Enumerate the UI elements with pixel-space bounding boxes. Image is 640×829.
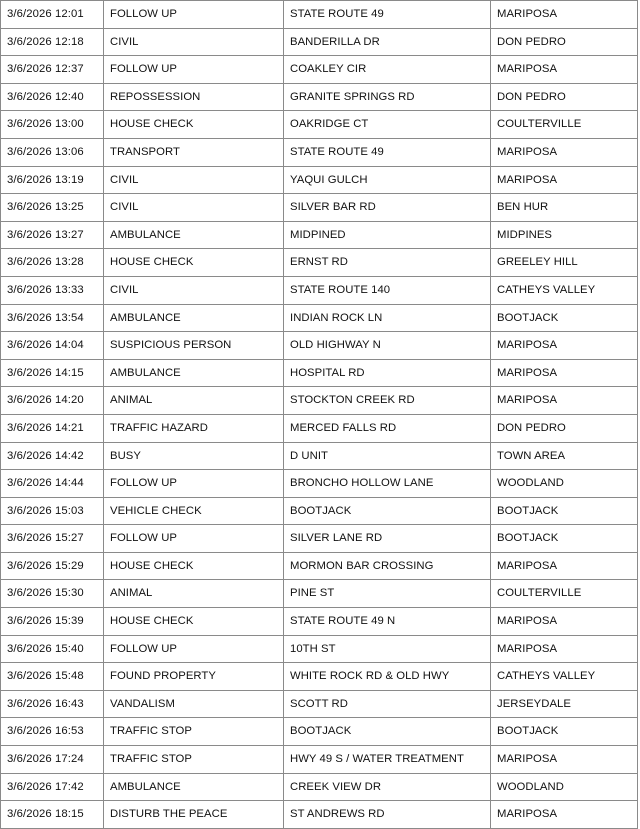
table-row [1, 580, 638, 608]
cell-date-time: 3/6/2026 12:18 [1, 28, 104, 56]
cell-location: STOCKTON CREEK RD [284, 387, 491, 415]
cell-call-type: VANDALISM [104, 690, 284, 718]
cell-location: ST ANDREWS RD [284, 801, 491, 829]
table-row [1, 1, 638, 29]
cell-area: MARIPOSA [491, 608, 638, 636]
cell-date-time: 3/6/2026 13:27 [1, 221, 104, 249]
cell-call-type: REPOSSESSION [104, 83, 284, 111]
cell-call-type: CIVIL [104, 166, 284, 194]
cell-call-type: HOUSE CHECK [104, 552, 284, 580]
table-row [1, 28, 638, 56]
table-row [1, 497, 638, 525]
table-row [1, 608, 638, 636]
cell-date-time: 3/6/2026 15:48 [1, 663, 104, 691]
cell-call-type: AMBULANCE [104, 773, 284, 801]
cell-call-type: ANIMAL [104, 580, 284, 608]
table-row [1, 442, 638, 470]
cell-area: MARIPOSA [491, 332, 638, 360]
cell-call-type: TRAFFIC HAZARD [104, 414, 284, 442]
cell-area: BOOTJACK [491, 497, 638, 525]
cell-call-type: HOUSE CHECK [104, 111, 284, 139]
cell-area: WOODLAND [491, 470, 638, 498]
cell-location: BRONCHO HOLLOW LANE [284, 470, 491, 498]
cell-call-type: FOUND PROPERTY [104, 663, 284, 691]
table-row [1, 332, 638, 360]
cell-date-time: 3/6/2026 13:28 [1, 249, 104, 277]
cell-area: MARIPOSA [491, 387, 638, 415]
table-row [1, 249, 638, 277]
cell-call-type: CIVIL [104, 276, 284, 304]
cell-area: CATHEYS VALLEY [491, 663, 638, 691]
cell-call-type: DISTURB THE PEACE [104, 801, 284, 829]
cell-call-type: FOLLOW UP [104, 56, 284, 84]
cell-date-time: 3/6/2026 14:04 [1, 332, 104, 360]
cell-date-time: 3/6/2026 16:43 [1, 690, 104, 718]
table-row [1, 111, 638, 139]
cell-date-time: 3/6/2026 17:42 [1, 773, 104, 801]
cell-location: OAKRIDGE CT [284, 111, 491, 139]
table-row [1, 801, 638, 829]
table-row [1, 138, 638, 166]
table-row [1, 773, 638, 801]
cell-date-time: 3/6/2026 13:06 [1, 138, 104, 166]
cell-area: MARIPOSA [491, 801, 638, 829]
table-row [1, 552, 638, 580]
cell-call-type: AMBULANCE [104, 304, 284, 332]
cell-area: JERSEYDALE [491, 690, 638, 718]
cell-call-type: FOLLOW UP [104, 635, 284, 663]
cell-area: TOWN AREA [491, 442, 638, 470]
cell-call-type: FOLLOW UP [104, 525, 284, 553]
cell-call-type: HOUSE CHECK [104, 608, 284, 636]
cell-location: YAQUI GULCH [284, 166, 491, 194]
cell-date-time: 3/6/2026 14:15 [1, 359, 104, 387]
table-row [1, 525, 638, 553]
cell-call-type: AMBULANCE [104, 359, 284, 387]
cell-location: D UNIT [284, 442, 491, 470]
cell-location: MORMON BAR CROSSING [284, 552, 491, 580]
cell-date-time: 3/6/2026 12:37 [1, 56, 104, 84]
cell-area: DON PEDRO [491, 414, 638, 442]
cell-date-time: 3/6/2026 17:24 [1, 746, 104, 774]
cell-location: ERNST RD [284, 249, 491, 277]
cell-area: MARIPOSA [491, 359, 638, 387]
cell-location: COAKLEY CIR [284, 56, 491, 84]
cell-area: DON PEDRO [491, 28, 638, 56]
cell-area: MARIPOSA [491, 552, 638, 580]
table-row [1, 194, 638, 222]
cell-area: MARIPOSA [491, 166, 638, 194]
cell-call-type: HOUSE CHECK [104, 249, 284, 277]
cell-date-time: 3/6/2026 14:20 [1, 387, 104, 415]
cell-area: GREELEY HILL [491, 249, 638, 277]
table-row [1, 663, 638, 691]
cell-call-type: VEHICLE CHECK [104, 497, 284, 525]
cell-date-time: 3/6/2026 12:40 [1, 83, 104, 111]
cell-area: CATHEYS VALLEY [491, 276, 638, 304]
cell-date-time: 3/6/2026 13:54 [1, 304, 104, 332]
dispatch-log-body [1, 1, 638, 829]
cell-location: HWY 49 S / WATER TREATMENT [284, 746, 491, 774]
cell-call-type: TRANSPORT [104, 138, 284, 166]
cell-call-type: FOLLOW UP [104, 470, 284, 498]
table-row [1, 414, 638, 442]
cell-area: MARIPOSA [491, 1, 638, 29]
cell-location: STATE ROUTE 140 [284, 276, 491, 304]
cell-call-type: SUSPICIOUS PERSON [104, 332, 284, 360]
cell-call-type: TRAFFIC STOP [104, 718, 284, 746]
cell-date-time: 3/6/2026 15:29 [1, 552, 104, 580]
table-row [1, 83, 638, 111]
table-row [1, 635, 638, 663]
cell-call-type: CIVIL [104, 194, 284, 222]
cell-location: MERCED FALLS RD [284, 414, 491, 442]
cell-location: OLD HIGHWAY N [284, 332, 491, 360]
cell-area: MARIPOSA [491, 746, 638, 774]
cell-date-time: 3/6/2026 15:39 [1, 608, 104, 636]
cell-location: GRANITE SPRINGS RD [284, 83, 491, 111]
table-row [1, 746, 638, 774]
cell-area: WOODLAND [491, 773, 638, 801]
cell-date-time: 3/6/2026 13:00 [1, 111, 104, 139]
cell-date-time: 3/6/2026 18:15 [1, 801, 104, 829]
cell-call-type: ANIMAL [104, 387, 284, 415]
table-row [1, 166, 638, 194]
cell-date-time: 3/6/2026 13:19 [1, 166, 104, 194]
cell-area: MARIPOSA [491, 635, 638, 663]
cell-location: CREEK VIEW DR [284, 773, 491, 801]
cell-area: COULTERVILLE [491, 111, 638, 139]
cell-location: PINE ST [284, 580, 491, 608]
cell-area: BOOTJACK [491, 304, 638, 332]
cell-location: BOOTJACK [284, 497, 491, 525]
table-row [1, 221, 638, 249]
table-row [1, 359, 638, 387]
cell-date-time: 3/6/2026 15:30 [1, 580, 104, 608]
cell-location: BANDERILLA DR [284, 28, 491, 56]
cell-date-time: 3/6/2026 15:40 [1, 635, 104, 663]
cell-area: BEN HUR [491, 194, 638, 222]
cell-call-type: FOLLOW UP [104, 1, 284, 29]
cell-area: MARIPOSA [491, 138, 638, 166]
cell-location: SCOTT RD [284, 690, 491, 718]
table-row [1, 304, 638, 332]
cell-location: INDIAN ROCK LN [284, 304, 491, 332]
cell-area: BOOTJACK [491, 525, 638, 553]
cell-date-time: 3/6/2026 14:44 [1, 470, 104, 498]
cell-call-type: BUSY [104, 442, 284, 470]
cell-area: COULTERVILLE [491, 580, 638, 608]
table-row [1, 690, 638, 718]
table-row [1, 56, 638, 84]
cell-location: HOSPITAL RD [284, 359, 491, 387]
cell-area: BOOTJACK [491, 718, 638, 746]
cell-date-time: 3/6/2026 14:42 [1, 442, 104, 470]
cell-call-type: CIVIL [104, 28, 284, 56]
cell-area: MARIPOSA [491, 56, 638, 84]
cell-location: WHITE ROCK RD & OLD HWY [284, 663, 491, 691]
cell-date-time: 3/6/2026 15:27 [1, 525, 104, 553]
cell-date-time: 3/6/2026 15:03 [1, 497, 104, 525]
cell-call-type: TRAFFIC STOP [104, 746, 284, 774]
cell-location: STATE ROUTE 49 [284, 1, 491, 29]
cell-area: MIDPINES [491, 221, 638, 249]
cell-location: SILVER LANE RD [284, 525, 491, 553]
cell-date-time: 3/6/2026 12:01 [1, 1, 104, 29]
cell-location: SILVER BAR RD [284, 194, 491, 222]
table-row [1, 718, 638, 746]
cell-area: DON PEDRO [491, 83, 638, 111]
table-row [1, 470, 638, 498]
cell-date-time: 3/6/2026 14:21 [1, 414, 104, 442]
cell-location: STATE ROUTE 49 [284, 138, 491, 166]
cell-call-type: AMBULANCE [104, 221, 284, 249]
cell-location: MIDPINED [284, 221, 491, 249]
cell-location: BOOTJACK [284, 718, 491, 746]
cell-date-time: 3/6/2026 13:33 [1, 276, 104, 304]
cell-location: STATE ROUTE 49 N [284, 608, 491, 636]
cell-date-time: 3/6/2026 16:53 [1, 718, 104, 746]
cell-date-time: 3/6/2026 13:25 [1, 194, 104, 222]
table-row [1, 276, 638, 304]
cell-location: 10TH ST [284, 635, 491, 663]
table-row [1, 387, 638, 415]
